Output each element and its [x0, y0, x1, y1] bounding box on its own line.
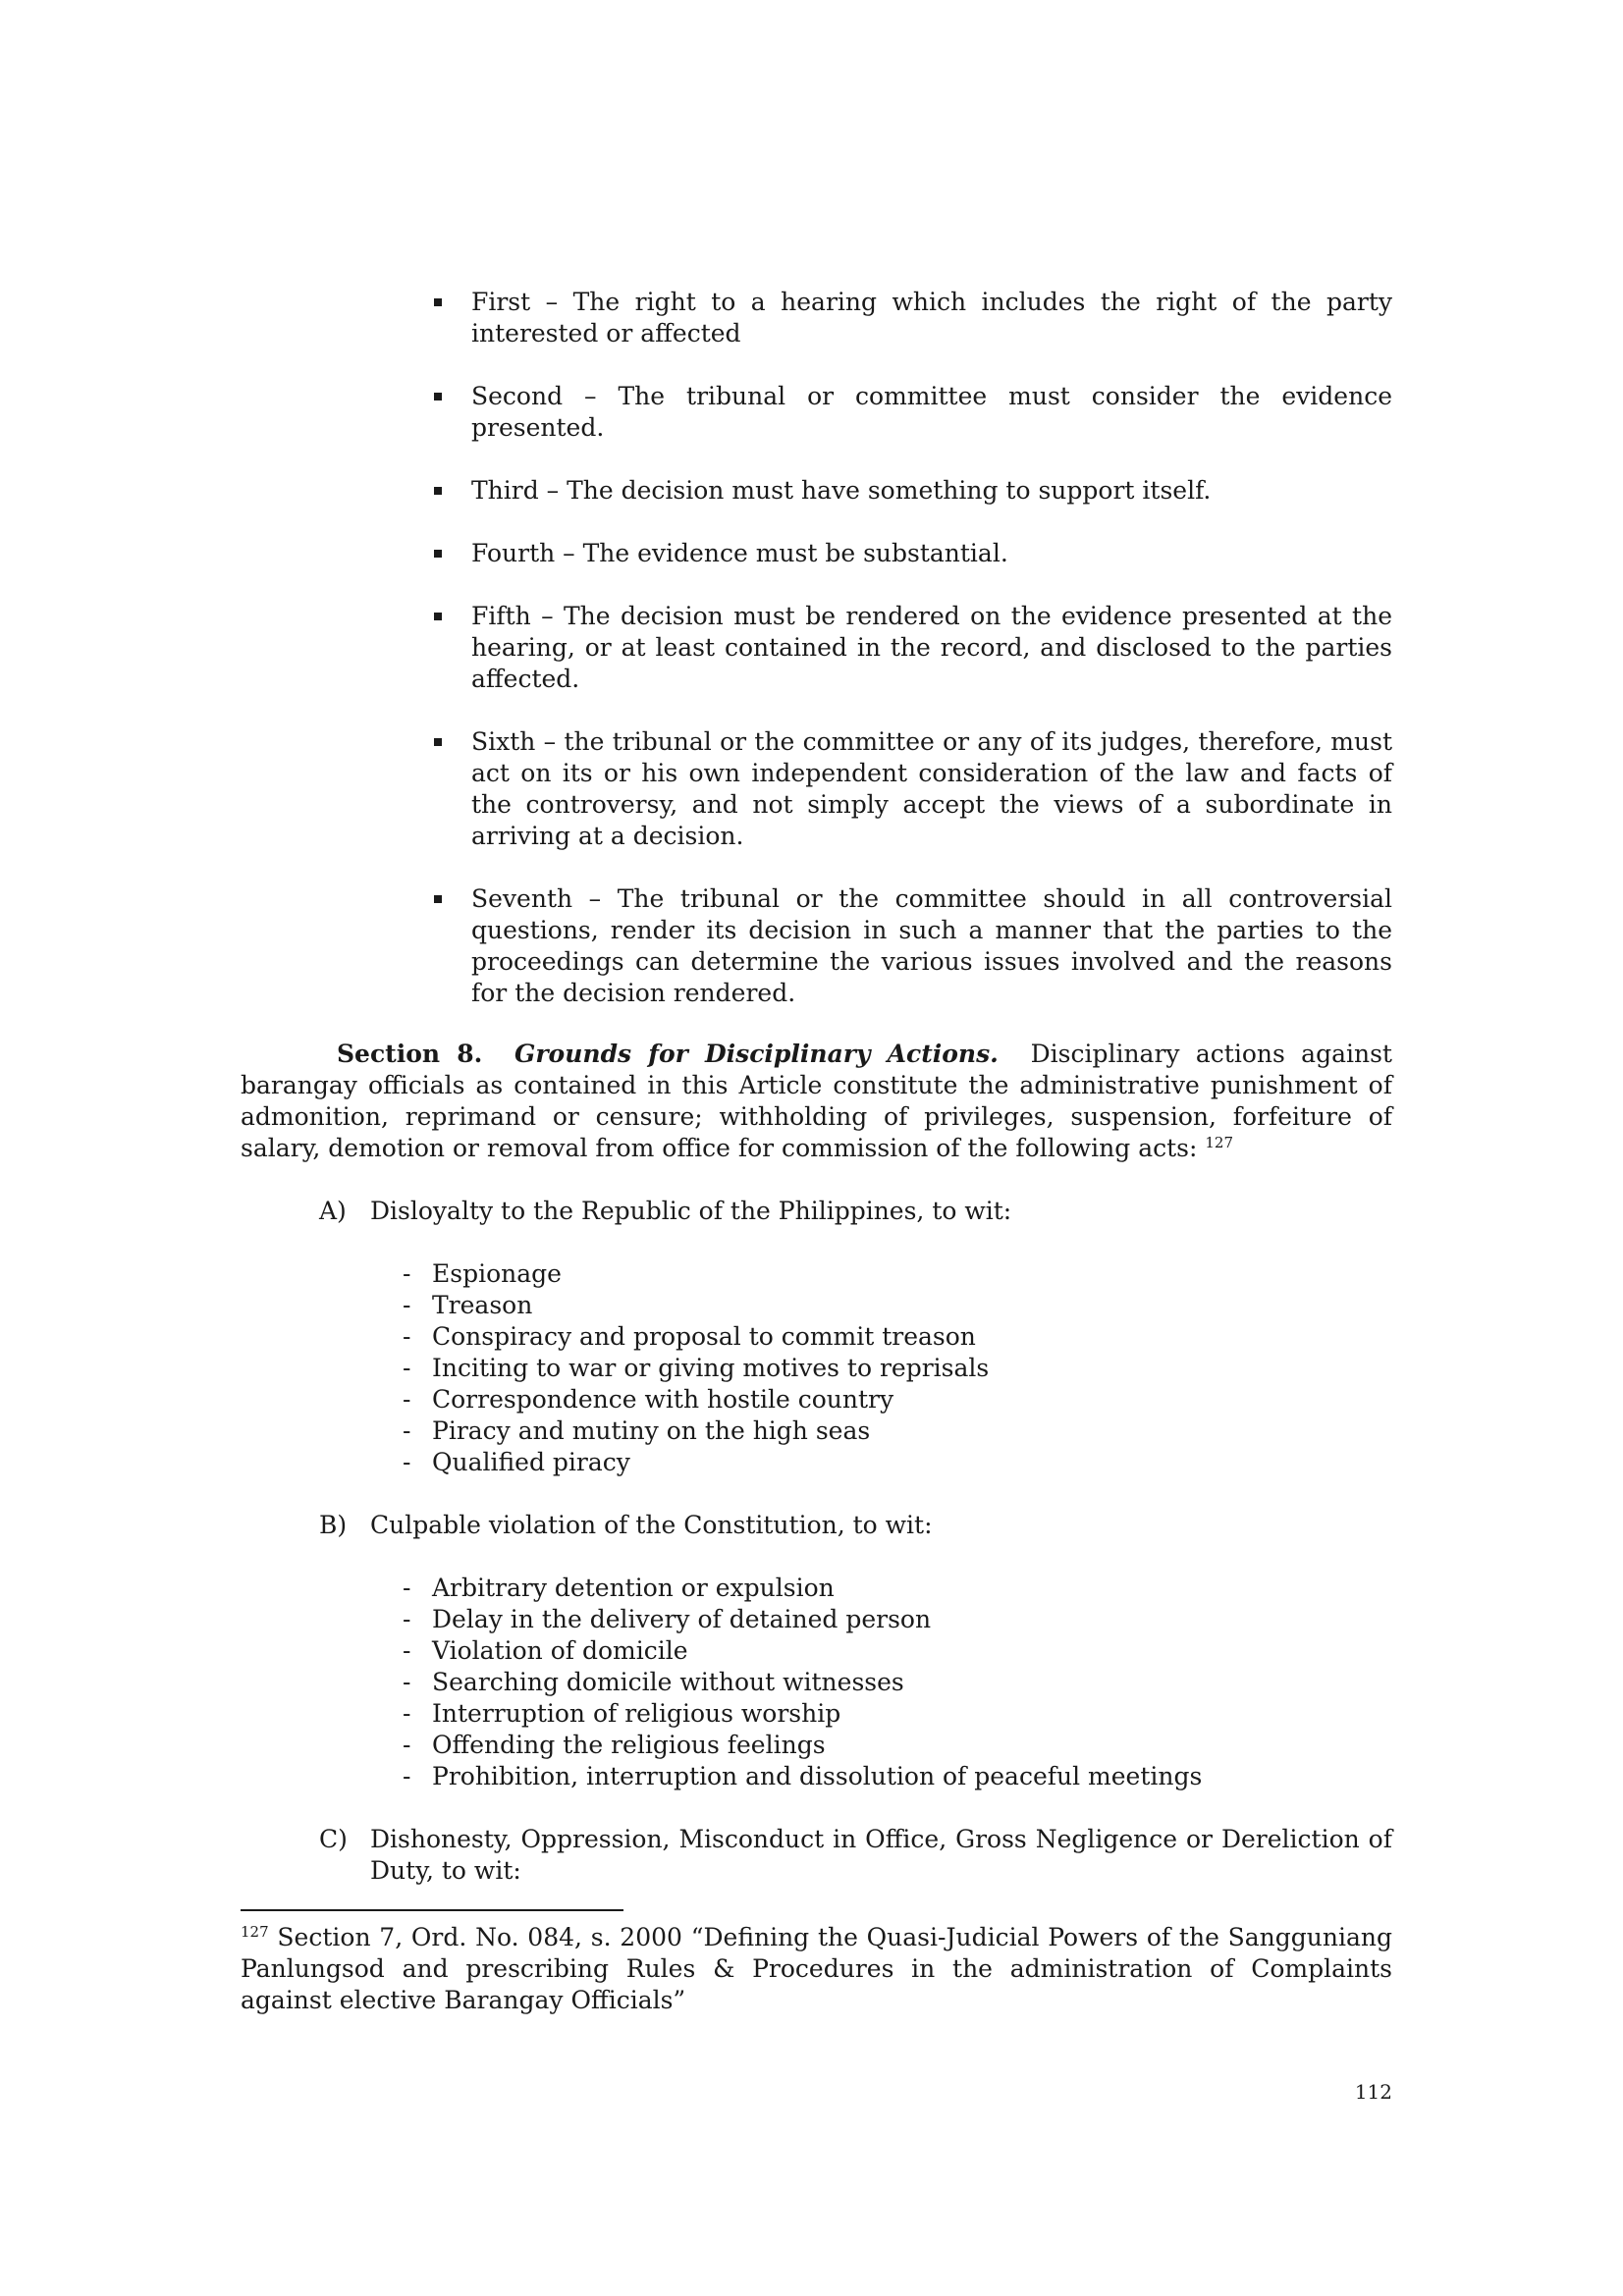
square-bullet-icon: [434, 550, 442, 558]
ground-letter: A): [319, 1197, 347, 1225]
list-item: [422, 475, 1392, 507]
bullet-text: Seventh – The tribunal or the committee should in all controversial questions, render its decision in such a manner that the parties to the proceedings can determine the various issues involved and the reasons for the decision rendered.: [471, 884, 1392, 1007]
footnote-text: Section 7, Ord. No. 084, s. 2000 “Defining the Quasi-Judicial Powers of the Sangguniang Panlungsod and prescribing Rules & Procedures in the administration of Complaints against elective Barangay Officials”: [241, 1923, 1392, 2014]
list-item: - Violation of domicile: [403, 1636, 688, 1665]
act-text: Arbitrary detention or expulsion: [432, 1574, 835, 1602]
list-item: - Arbitrary detention or expulsion: [403, 1574, 835, 1602]
ground-letter: C): [319, 1825, 348, 1853]
act-text: Violation of domicile: [432, 1636, 688, 1665]
list-item: [422, 883, 1392, 1009]
ground-text: Culpable violation of the Constitution, to wit:: [370, 1511, 933, 1539]
list-item: - Treason: [403, 1291, 533, 1319]
ground-a-acts-list: [398, 1258, 989, 1478]
footnote-reference: 127: [1205, 1134, 1234, 1151]
list-item: [422, 601, 1392, 695]
act-text: Treason: [432, 1291, 533, 1319]
square-bullet-icon: [434, 613, 442, 620]
act-text: Delay in the delivery of detained person: [432, 1605, 932, 1633]
section-title: Grounds for Disciplinary Actions.: [514, 1040, 999, 1068]
section-heading: Section 8.: [337, 1040, 483, 1068]
bullet-text: Fourth – The evidence must be substantial.: [471, 539, 1008, 567]
act-text: Interruption of religious worship: [432, 1699, 841, 1728]
act-text: Searching domicile without witnesses: [432, 1668, 904, 1696]
list-item: - Interruption of religious worship: [403, 1699, 841, 1728]
list-item: - Correspondence with hostile country: [403, 1385, 894, 1414]
act-text: Piracy and mutiny on the high seas: [432, 1416, 871, 1445]
act-text: Offending the religious feelings: [432, 1731, 826, 1759]
ground-c: [319, 1824, 1392, 1887]
act-text: Correspondence with hostile country: [432, 1385, 894, 1414]
bullet-text: Second – The tribunal or committee must consider the evidence presented.: [471, 382, 1392, 442]
ground-a: [319, 1196, 1392, 1227]
act-text: Espionage: [432, 1259, 562, 1288]
list-item: - Espionage: [403, 1259, 562, 1288]
bullet-text: Sixth – the tribunal or the committee or any of its judges, therefore, must act on its or his own independent consideration of the law and facts of the controversy, and not simply accept the views of a subordinate in arriving at a decision.: [471, 727, 1392, 850]
footnote-separator: [241, 1909, 623, 1911]
bullet-text: First – The right to a hearing which includes the right of the party interested or affected: [471, 288, 1392, 347]
act-text: Qualified piracy: [432, 1448, 630, 1476]
square-bullet-icon: [434, 895, 442, 903]
ground-text: Disloyalty to the Republic of the Philippines, to wit:: [370, 1197, 1012, 1225]
list-item: - Searching domicile without witnesses: [403, 1668, 904, 1696]
list-item: - Prohibition, interruption and dissolution of peaceful meetings: [403, 1762, 1203, 1790]
due-process-requirements-list: [422, 287, 1392, 1041]
list-item: - Qualified piracy: [403, 1448, 630, 1476]
ground-text: Dishonesty, Oppression, Misconduct in Office, Gross Negligence or Dereliction of Duty, to wit:: [370, 1825, 1392, 1885]
act-text: Prohibition, interruption and dissolution of peaceful meetings: [432, 1762, 1203, 1790]
list-item: [422, 726, 1392, 852]
list-item: - Piracy and mutiny on the high seas: [403, 1416, 871, 1445]
list-item: - Delay in the delivery of detained person: [403, 1605, 932, 1633]
bullet-text: Third – The decision must have something to support itself.: [471, 476, 1212, 505]
ground-b-acts-list: [398, 1573, 1202, 1792]
square-bullet-icon: [434, 393, 442, 400]
square-bullet-icon: [434, 298, 442, 306]
list-item: [422, 381, 1392, 444]
page-number: 112: [1354, 2080, 1392, 2104]
list-item: [422, 287, 1392, 349]
footnote: [241, 1922, 1392, 2016]
ground-letter: B): [319, 1511, 348, 1539]
square-bullet-icon: [434, 487, 442, 495]
list-item: - Offending the religious feelings: [403, 1731, 826, 1759]
section-body: Disciplinary actions against barangay officials as contained in this Article constitute the administrative punishment of admonition, reprimand or censure; withholding of privileges, suspension, forfeiture of salary, demotion or removal from office for commission of the following acts:: [241, 1040, 1392, 1162]
footnote-number: 127: [241, 1923, 269, 1941]
bullet-text: Fifth – The decision must be rendered on the evidence presented at the hearing, or at least contained in the record, and disclosed to the parties affected.: [471, 602, 1392, 693]
list-item: - Inciting to war or giving motives to reprisals: [403, 1354, 990, 1382]
section-8-paragraph: [241, 1039, 1392, 1164]
ground-b: [319, 1510, 1392, 1541]
list-item: [422, 538, 1392, 569]
list-item: - Conspiracy and proposal to commit treason: [403, 1322, 976, 1351]
square-bullet-icon: [434, 738, 442, 746]
act-text: Conspiracy and proposal to commit treason: [432, 1322, 976, 1351]
act-text: Inciting to war or giving motives to reprisals: [432, 1354, 990, 1382]
